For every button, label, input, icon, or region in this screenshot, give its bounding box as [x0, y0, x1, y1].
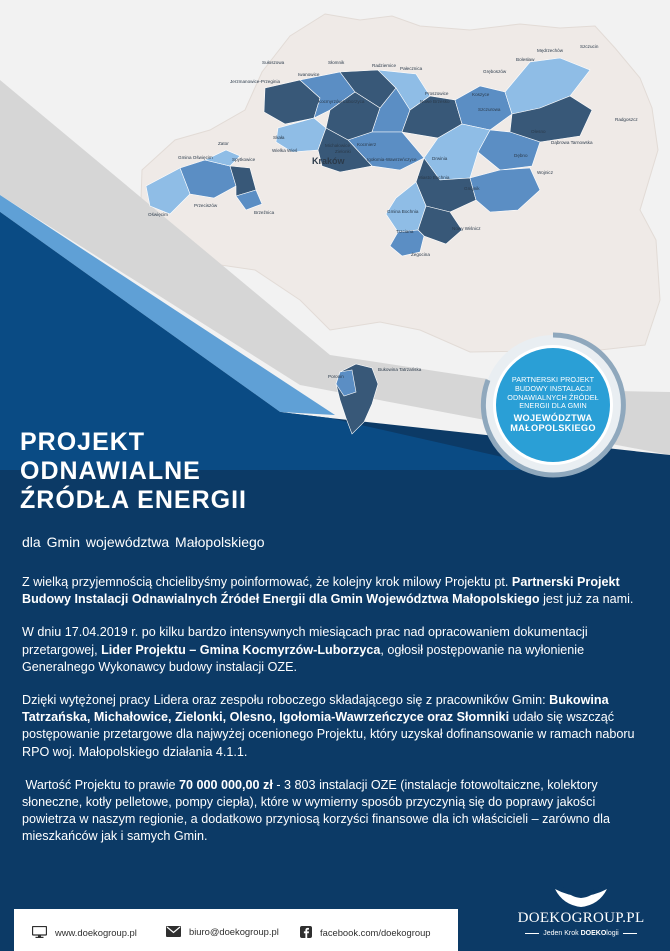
company-logo — [506, 885, 656, 945]
svg-text:Oświęcim: Oświęcim — [148, 212, 168, 217]
svg-text:Proszowice: Proszowice — [425, 91, 449, 96]
facebook-link[interactable] — [300, 926, 431, 938]
svg-text:Miasto Bochnia: Miasto Bochnia — [418, 175, 450, 180]
title-line-1: PROJEKT — [20, 428, 146, 456]
svg-text:Sułoszowa: Sułoszowa — [262, 60, 285, 65]
svg-text:Poronin: Poronin — [328, 374, 344, 379]
svg-text:Gręboszów: Gręboszów — [483, 69, 507, 74]
svg-text:Radziemice: Radziemice — [372, 63, 396, 68]
email-text: biuro@doekogroup.pl — [189, 926, 279, 937]
paragraph-1: Z wielką przyjemnością chcielibyśmy poinformować, że kolejny krok milowy Projektu pt. Partnerski Projekt Budowy Instalacji Odnawialnych Źródeł Energii dla Gmin Województwa Małopolskiego jest już za nami. — [22, 575, 634, 607]
svg-text:Mędrzechów: Mędrzechów — [537, 48, 564, 53]
svg-text:Szczurowa: Szczurowa — [478, 107, 501, 112]
badge-main-text: WOJEWÓDZTWA MAŁOPOLSKIEGO — [510, 412, 596, 434]
article-body — [22, 574, 650, 862]
svg-text:Wielka Wieś: Wielka Wieś — [272, 148, 298, 153]
svg-text:Skała: Skała — [273, 135, 285, 140]
title-line-3: ŹRÓDŁA ENERGII — [20, 486, 247, 514]
svg-text:Radgoszcz: Radgoszcz — [615, 117, 638, 122]
svg-text:Żegocina: Żegocina — [411, 252, 430, 257]
svg-text:Pałecznica: Pałecznica — [400, 66, 423, 71]
logo-name: DOEKOGROUP.PL — [517, 910, 645, 926]
monitor-icon — [32, 926, 47, 938]
svg-text:Jerzmanowice-Przeginia: Jerzmanowice-Przeginia — [230, 79, 281, 84]
email-link[interactable] — [166, 926, 279, 937]
svg-text:Gmina Bochnia: Gmina Bochnia — [387, 209, 419, 214]
svg-text:Kocmierz: Kocmierz — [357, 142, 377, 147]
paragraph-2: W dniu 17.04.2019 r. po kilku bardzo intensywnych miesiącach prac nad opracowaniem dokumentacji przetargowej, Lider Projektu – Gmina Kocmyrzów-Luborzyca, ogłosił postępowanie na wyłonienie Generalnego Wykonawcy budowy instalacji OZE. — [22, 625, 588, 674]
svg-text:Nowy Wiśnicz: Nowy Wiśnicz — [452, 226, 481, 231]
svg-text:Bolesław: Bolesław — [516, 57, 535, 62]
website-text: www.doekogroup.pl — [55, 926, 137, 938]
envelope-icon — [166, 926, 181, 937]
svg-text:Zator: Zator — [218, 141, 229, 146]
svg-text:Drwinia: Drwinia — [432, 156, 448, 161]
title-line-2: ODNAWIALNE — [20, 457, 201, 485]
svg-text:Wojnicz: Wojnicz — [537, 170, 553, 175]
doeko-logo-icon — [553, 885, 609, 909]
footer-contact-bar — [14, 909, 458, 951]
page-subtitle: dla Gmin województwa Małopolskiego — [22, 534, 265, 550]
svg-text:Kraków: Kraków — [312, 156, 345, 166]
svg-text:Gmina Oświęcim: Gmina Oświęcim — [178, 155, 213, 160]
badge-subtitle: PARTNERSKI PROJEKT BUDOWY INSTALACJI ODNAWIALNYCH ŹRÓDEŁ ENERGII DLA GMIN — [507, 375, 599, 411]
badge-text — [496, 348, 610, 462]
svg-text:Przeciszów: Przeciszów — [194, 203, 218, 208]
svg-text:Michałowice: Michałowice — [325, 143, 351, 148]
facebook-icon — [300, 926, 312, 938]
svg-text:Dąbrowa Tarnowska: Dąbrowa Tarnowska — [551, 140, 593, 145]
svg-text:Spytkowice: Spytkowice — [232, 157, 256, 162]
svg-text:Koszyce: Koszyce — [472, 92, 490, 97]
svg-text:Brzeźnica: Brzeźnica — [254, 210, 275, 215]
svg-text:Słomnik: Słomnik — [328, 60, 345, 65]
svg-text:Zielonki: Zielonki — [335, 149, 351, 154]
svg-text:Olesno: Olesno — [531, 129, 546, 134]
project-badge — [478, 330, 628, 480]
svg-text:Nowe Brzesko: Nowe Brzesko — [420, 99, 450, 104]
website-link[interactable] — [32, 926, 137, 938]
facebook-text: facebook.com/doekogroup — [320, 926, 431, 938]
svg-text:Trzciana: Trzciana — [396, 229, 414, 234]
paragraph-3: Dzięki wytężonej pracy Lidera oraz zespołu roboczego składającego się z pracowników Gmin: Bukowina Tatrzańska, Michałowice, Zielonki, Olesno, Igołomia-Wawrzeńczyce oraz Słomniki udało się wszcząć postępowanie przetargowe dla najwyżej ocenionego Projektu, który uzyskał dofinansowanie w ramach naboru RPO woj. Małopolskiego działania 4.1.1. — [22, 693, 635, 759]
svg-text:Igołomia-Wawrzeńczyce: Igołomia-Wawrzeńczyce — [367, 157, 417, 162]
svg-text:Kocmyrzów-Luborzyca: Kocmyrzów-Luborzyca — [318, 99, 365, 104]
page-title — [20, 428, 360, 515]
svg-text:Gnojnik: Gnojnik — [464, 186, 480, 191]
svg-text:Bukowina Tatrzańska: Bukowina Tatrzańska — [378, 367, 422, 372]
svg-text:Dębno: Dębno — [514, 153, 528, 158]
paragraph-4: Wartość Projektu to prawie 70 000 000,00 zł - 3 803 instalacji OZE (instalacje fotowoltaiczne, kolektory słoneczne, kotły pelletowe, pompy ciepła), które w wymierny sposób przyczynią się do poprawy jakości powietrza w naszym regionie, a dodatkowo przyniosą korzyści finansowe dla ich właścicieli – zarówno dla mieszkańców jak i samych Gmin. — [22, 777, 610, 844]
svg-text:Iwanowice: Iwanowice — [298, 72, 320, 77]
logo-slogan: Jeden Krok DOEKOlogii — [506, 930, 656, 937]
svg-text:Szczucin: Szczucin — [580, 44, 599, 49]
